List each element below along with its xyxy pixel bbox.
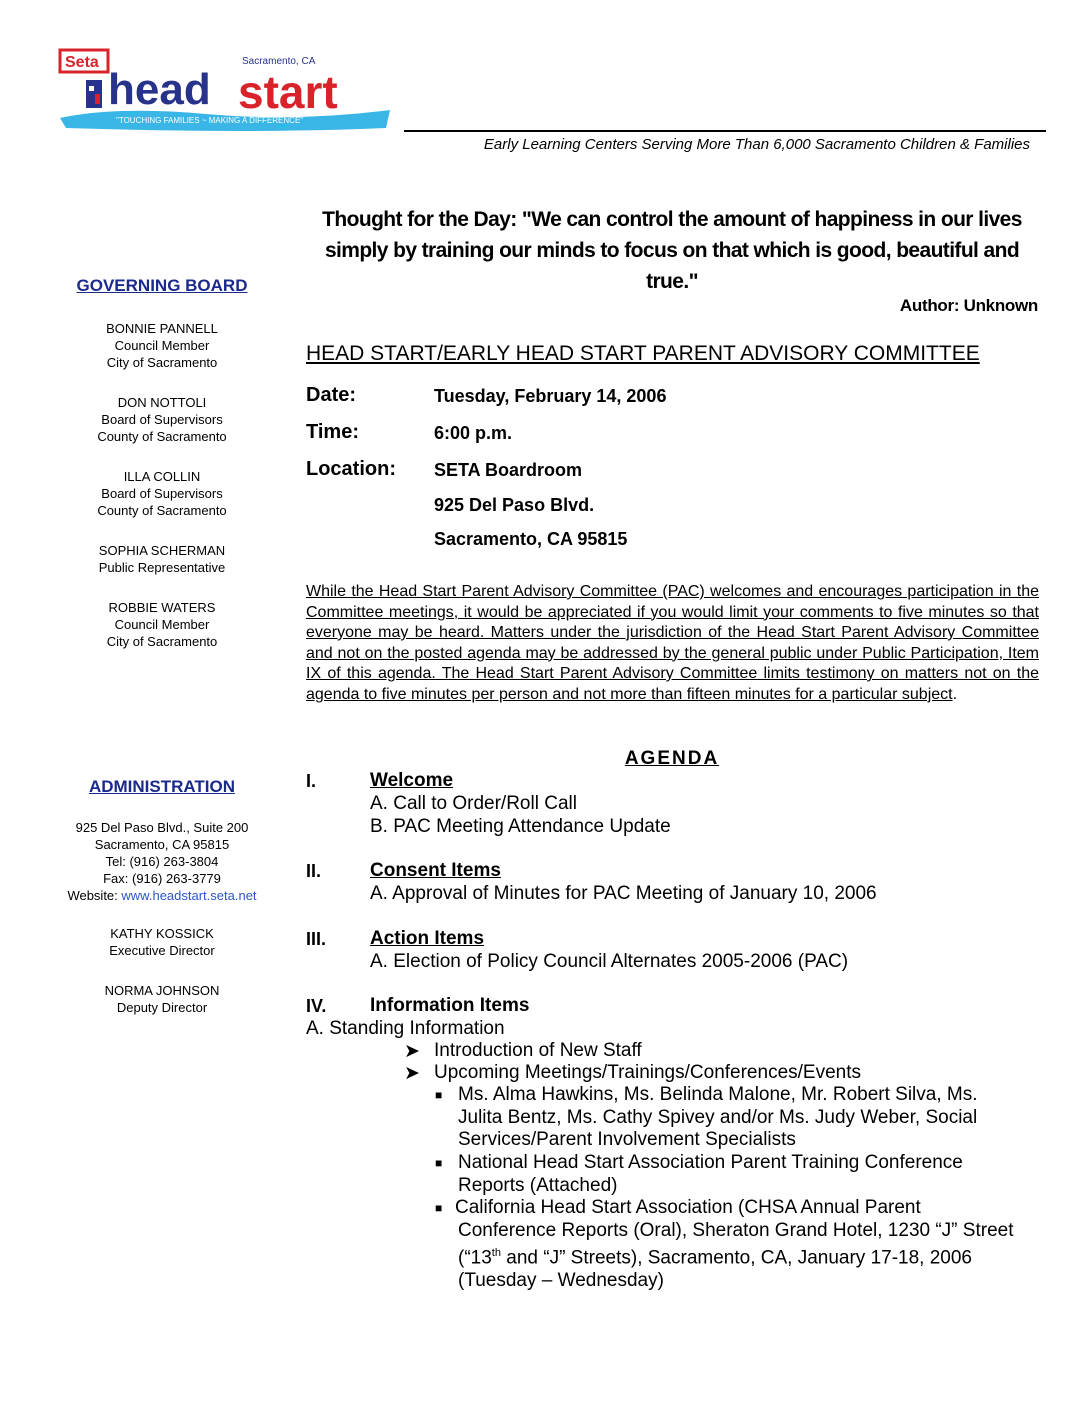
time-label: Time:	[306, 421, 359, 443]
superscript: th	[491, 1247, 501, 1259]
staff-role: Executive Director	[109, 943, 215, 958]
staff-member	[44, 982, 280, 1016]
board-member	[44, 542, 280, 576]
member-name: BONNIE PANNELL	[106, 321, 218, 336]
member-org: City of Sacramento	[106, 355, 218, 370]
bullet-line: Reports (Attached)	[458, 1174, 618, 1196]
thought-for-the-day	[306, 204, 1038, 297]
section-title: Welcome	[370, 770, 454, 791]
bullet-line: National Head Start Association Parent Training Conference	[458, 1152, 963, 1173]
arrow-icon: ➤	[404, 1041, 420, 1062]
thought-author: Author: Unknown	[899, 296, 1038, 315]
administration-contact	[44, 819, 280, 904]
section-title: Action Items	[370, 928, 485, 949]
logo-graphic	[56, 44, 396, 134]
member-role: Board of Supervisors	[101, 486, 223, 501]
member-name: ILLA COLLIN	[123, 469, 201, 484]
member-org: City of Sacramento	[106, 634, 218, 649]
tagline: Early Learning Centers Serving More Than 6,000 Sacramento Children & Families	[483, 136, 1030, 153]
square-bullet-icon: ■	[435, 1088, 443, 1102]
location-line: Sacramento, CA 95815	[434, 529, 628, 549]
board-member	[44, 394, 280, 445]
section-number: III.	[306, 929, 327, 949]
bullet-line	[458, 1242, 1045, 1270]
bullet-item	[455, 1197, 1045, 1292]
member-name: DON NOTTOLI	[117, 395, 207, 410]
admin-website	[44, 887, 280, 904]
date-label: Date:	[306, 384, 357, 406]
section-number: II.	[306, 861, 322, 881]
arrow-item: Introduction of New Staff	[434, 1040, 642, 1061]
bullet-line: Services/Parent Involvement Specialists	[458, 1129, 796, 1150]
staff-name: KATHY KOSSICK	[110, 926, 214, 941]
board-member	[44, 468, 280, 519]
bullet-text: (“13	[458, 1247, 492, 1269]
agenda-item: B. PAC Meeting Attendance Update	[370, 816, 671, 837]
meeting-time: 6:00 p.m.	[434, 423, 513, 443]
administration-heading: ADMINISTRATION	[88, 777, 236, 796]
agenda-item: A. Election of Policy Council Alternates 2005-2006 (PAC)	[370, 951, 849, 972]
member-name: SOPHIA SCHERMAN	[98, 543, 226, 558]
bullet-line: Conference Reports (Oral), Sheraton Grand Hotel, 1230 “J” Street	[458, 1219, 1014, 1241]
head-start-logo	[56, 44, 396, 134]
member-role: Board of Supervisors	[101, 412, 223, 427]
location-line: SETA Boardroom	[434, 460, 583, 480]
member-role: Council Member	[114, 338, 210, 353]
board-member	[44, 599, 280, 650]
bullet-line: (Tuesday – Wednesday)	[458, 1269, 664, 1291]
bullet-line: Julita Bentz, Ms. Cathy Spivey and/or Ms. Judy Weber, Social	[458, 1106, 978, 1128]
bullet-item	[458, 1152, 963, 1197]
square-bullet-icon: ■	[435, 1156, 443, 1170]
section-number: I.	[306, 771, 317, 791]
agenda-item: A. Standing Information	[306, 1018, 505, 1039]
member-role: Council Member	[114, 617, 210, 632]
logo-motto: "TOUCHING FAMILIES ~ MAKING A DIFFERENCE"	[116, 116, 304, 125]
bullet-line: California Head Start Association (CHSA Annual Parent	[455, 1197, 921, 1218]
staff-name: NORMA JOHNSON	[104, 983, 220, 998]
agenda-title: AGENDA	[624, 748, 720, 769]
section-title: Consent Items	[370, 860, 501, 881]
bullet-text: and “J” Streets), Sacramento, CA, January 17-18, 2006	[500, 1247, 972, 1269]
admin-tel: Tel: (916) 263-3804	[105, 854, 219, 869]
board-member	[44, 320, 280, 371]
logo-seta: Seta	[65, 54, 99, 71]
logo-head: head	[108, 65, 211, 114]
admin-address-line: 925 Del Paso Blvd., Suite 200	[75, 820, 249, 835]
header-rule	[404, 130, 1046, 132]
member-org: County of Sacramento	[97, 503, 227, 518]
notice-text: While the Head Start Parent Advisory Committee (PAC) welcomes and encourages participation in the Committee meetings, it would be appreciated if you would limit your comments to five minutes so that everyone may be heard. Matters under the jurisdiction of the Head Start Parent Advisory Committee and not on the posted agenda may be addressed by the general public under Public Participation, Item IX of this agenda. The Head Start Parent Advisory Committee limits testimony on matters not on the agenda to five minutes per person and not more than fifteen minutes for a particular subject	[306, 583, 1039, 703]
agenda-item: A. Approval of Minutes for PAC Meeting of January 10, 2006	[370, 883, 877, 904]
location-line: 925 Del Paso Blvd.	[434, 495, 595, 515]
staff-member	[44, 925, 280, 959]
meeting-date: Tuesday, February 14, 2006	[434, 386, 667, 406]
website-label: Website:	[67, 888, 118, 903]
notice-period: .	[952, 685, 958, 703]
thought-line: true."	[646, 270, 698, 293]
arrow-icon: ➤	[404, 1063, 420, 1084]
thought-line: simply by training our minds to focus on that which is good, beautiful and	[324, 239, 1020, 262]
governing-board-heading: GOVERNING BOARD	[76, 276, 248, 295]
agenda-item: A. Call to Order/Roll Call	[370, 793, 577, 814]
logo-start: start	[238, 66, 338, 118]
thought-line: Thought for the Day: "We can control the amount of happiness in our lives	[322, 208, 1022, 231]
admin-address-line: Sacramento, CA 95815	[94, 837, 230, 852]
bullet-item	[458, 1084, 978, 1152]
member-role: Public Representative	[98, 560, 226, 575]
square-bullet-icon: ■	[435, 1201, 443, 1215]
admin-fax: Fax: (916) 263-3779	[103, 871, 221, 886]
member-name: ROBBIE WATERS	[108, 600, 216, 615]
website-link[interactable]: www.headstart.seta.net	[121, 888, 257, 903]
staff-role: Deputy Director	[116, 1000, 208, 1015]
bullet-line: Ms. Alma Hawkins, Ms. Belinda Malone, Mr. Robert Silva, Ms.	[458, 1084, 978, 1105]
committee-title: HEAD START/EARLY HEAD START PARENT ADVISORY COMMITTEE	[306, 342, 980, 365]
location-label: Location:	[306, 458, 396, 480]
logo-city: Sacramento, CA	[242, 56, 316, 67]
section-title: Information Items	[370, 995, 530, 1016]
arrow-item: Upcoming Meetings/Trainings/Conferences/Events	[434, 1062, 861, 1083]
member-org: County of Sacramento	[97, 429, 227, 444]
section-number: IV.	[306, 996, 327, 1016]
public-participation-notice	[306, 582, 1039, 705]
